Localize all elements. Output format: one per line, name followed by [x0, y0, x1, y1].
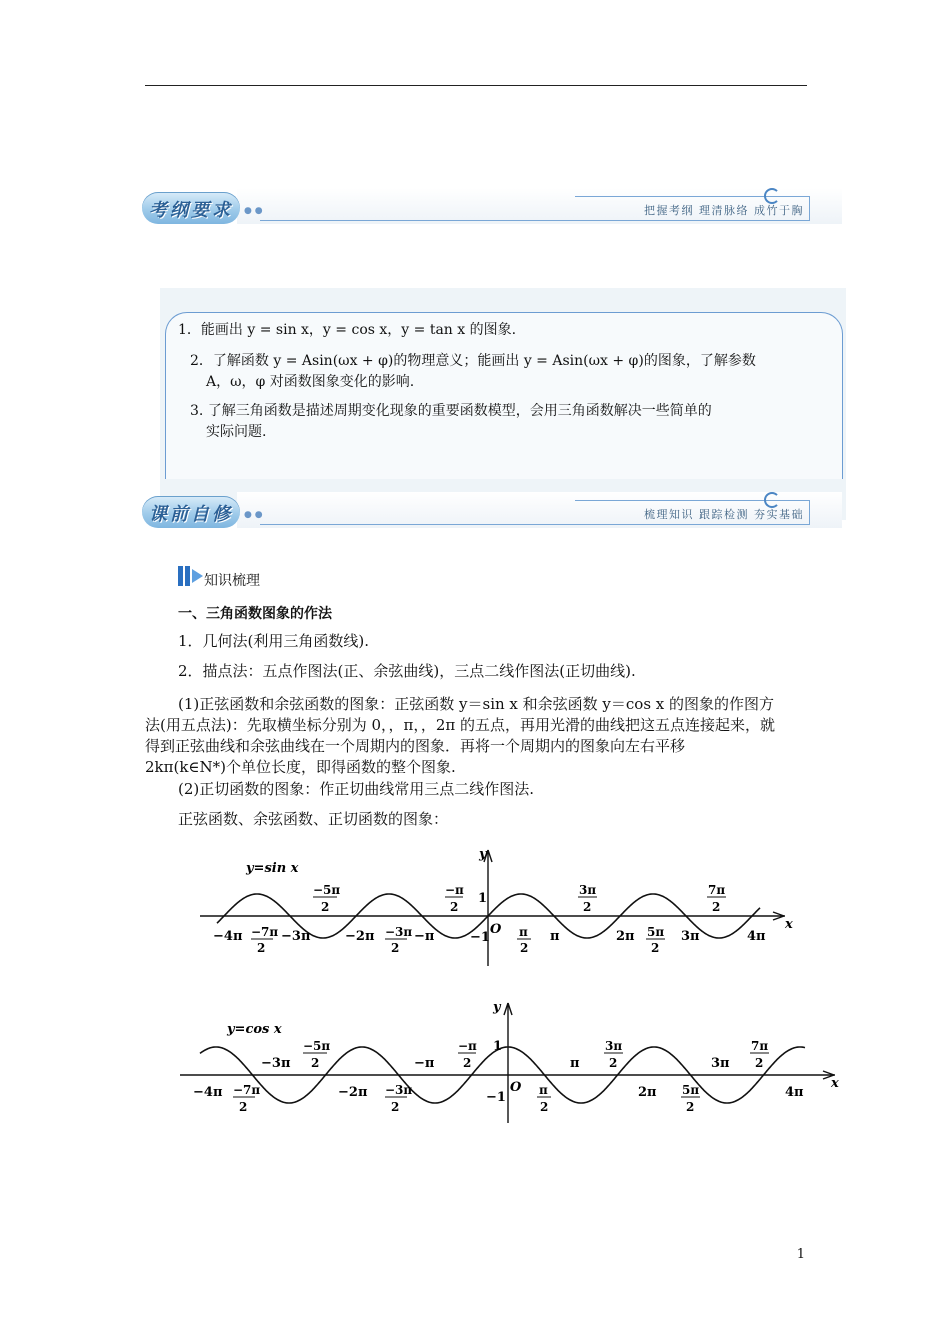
tick-label: −2π: [338, 1085, 368, 1100]
tick-label: π: [550, 929, 560, 944]
tick-label-fraction: [251, 925, 278, 955]
svg-text:5π: 5π: [647, 925, 665, 939]
svg-text:7π: 7π: [751, 1039, 769, 1053]
tick-label-fraction: [385, 925, 412, 955]
cosine-graph: [175, 995, 845, 1130]
tick-label-fraction: [707, 883, 726, 914]
svg-text:2: 2: [239, 1100, 248, 1114]
requirement-2: 2．了解函数 y = Asin(ωx + φ)的物理意义；能画出 y = Asin(ωx + φ)的图象，了解参数 A，ω，φ 对函数图象变化的影响.: [190, 353, 756, 390]
tick-label-fraction: [445, 883, 464, 914]
svg-text:2: 2: [712, 900, 721, 914]
requirement-3: 3. 了解三角函数是描述周期变化现象的重要函数模型，会用三角函数解决一些简单的 实际问题.: [190, 403, 712, 440]
svg-text:2: 2: [755, 1056, 764, 1070]
svg-text:2: 2: [520, 941, 529, 955]
svg-text:−7π: −7π: [233, 1083, 261, 1097]
svg-text:2: 2: [463, 1056, 472, 1070]
svg-text:2: 2: [391, 1100, 400, 1114]
section-banner-requirements: [142, 182, 842, 226]
tick-label-fraction: [517, 925, 531, 955]
svg-text:2: 2: [311, 1056, 320, 1070]
tick-label-fraction: [578, 883, 597, 914]
svg-text:−3π: −3π: [385, 925, 413, 939]
tick-label: −3π: [281, 929, 311, 944]
tick-label-fraction: [537, 1083, 551, 1114]
tick-label: 3π: [711, 1056, 730, 1071]
tick-label-fraction: [646, 925, 665, 955]
origin-label: O: [490, 922, 502, 937]
y-one-label: 1: [478, 891, 488, 906]
banner-badge: [142, 496, 240, 528]
svg-text:2: 2: [391, 941, 400, 955]
page-number: 1: [796, 1247, 805, 1262]
banner-title: 课前自修: [149, 504, 233, 525]
svg-text:5π: 5π: [682, 1083, 700, 1097]
tick-label: −π: [414, 1056, 435, 1071]
svg-text:2: 2: [583, 900, 592, 914]
tick-label: 4π: [785, 1085, 804, 1100]
y-one-label: 1: [493, 1039, 503, 1054]
svg-text:7π: 7π: [708, 883, 726, 897]
section-banner-preview: [142, 486, 842, 530]
tick-label: −π: [414, 929, 435, 944]
svg-text:−5π: −5π: [313, 883, 341, 897]
tick-label: −3π: [261, 1056, 291, 1071]
svg-text:2: 2: [540, 1100, 549, 1114]
banner-title: 考纲要求: [149, 200, 233, 221]
svg-text:π: π: [539, 1083, 548, 1097]
svg-text:2: 2: [321, 900, 330, 914]
sine-graph: [195, 840, 805, 970]
svg-text:π: π: [519, 925, 528, 939]
dots-icon: ● ●: [244, 206, 263, 216]
svg-text:−5π: −5π: [303, 1039, 331, 1053]
requirement-1: 1．能画出 y = sin x，y = cos x，y = tan x 的图象.: [178, 322, 517, 338]
section-label: 知识梳理: [204, 573, 260, 589]
tick-label-fraction: [385, 1083, 412, 1114]
y-neg-one-label: −1: [470, 930, 490, 945]
tick-label: 2π: [616, 929, 635, 944]
tick-label-fraction: [750, 1039, 769, 1070]
svg-text:2: 2: [257, 941, 266, 955]
tick-label: −4π: [193, 1085, 223, 1100]
paragraph-sine-cosine: (1)正弦函数和余弦函数的图象：正弦函数 y＝sin x 和余弦函数 y＝cos x 的图象的作图方 法(用五点法)：先取横坐标分别为 0，，π，，2π 的五点，再用光滑的曲线把这五点连接起来，就 得到正弦曲线和余弦曲线在一个周期内的图象．再将一个周期内的图象向左右平移 2kπ(k∈N*)个单位长度，即得函数的整个图象.: [145, 695, 776, 776]
item-geometric-method: 1．几何法(利用三角函数线).: [178, 632, 370, 650]
y-neg-one-label: −1: [486, 1090, 506, 1105]
graph-label: y=cos x: [227, 1022, 282, 1037]
tick-label-fraction: [233, 1083, 260, 1114]
svg-text:−π: −π: [458, 1039, 477, 1053]
banner-badge: [142, 192, 240, 224]
svg-text:−π: −π: [445, 883, 464, 897]
tick-label: −4π: [213, 929, 243, 944]
tick-label-fraction: [681, 1083, 700, 1114]
tick-label-fraction: [313, 883, 340, 914]
svg-text:2: 2: [686, 1100, 695, 1114]
graph-label: y=sin x: [246, 861, 299, 876]
tick-label: 4π: [747, 929, 766, 944]
tick-label: 2π: [638, 1085, 657, 1100]
svg-text:2: 2: [609, 1056, 618, 1070]
dots-icon: ● ●: [244, 510, 263, 520]
paragraph-tangent: (2)正切函数的图象：作正切曲线常用三点二线作图法.: [178, 780, 535, 798]
x-axis-label: x: [785, 917, 793, 932]
svg-text:3π: 3π: [579, 883, 597, 897]
svg-text:−7π: −7π: [251, 925, 279, 939]
svg-text:−3π: −3π: [385, 1083, 413, 1097]
tick-label-fraction: [604, 1039, 623, 1070]
x-axis-label: x: [831, 1076, 839, 1091]
heading-graph-methods: 一、三角函数图象的作法: [178, 606, 332, 622]
origin-label: O: [510, 1080, 522, 1095]
svg-text:2: 2: [651, 941, 660, 955]
tick-label-fraction: [303, 1039, 330, 1070]
tick-label: π: [570, 1056, 580, 1071]
banner-tags: 梳理知识 跟踪检测 夯实基础: [644, 508, 804, 521]
svg-text:2: 2: [450, 900, 459, 914]
top-rule: [145, 85, 807, 86]
item-point-plot-method: 2．描点法：五点作图法(正、余弦曲线)，三点二线作图法(正切曲线).: [178, 662, 636, 680]
paragraph-graphs-intro: 正弦函数、余弦函数、正切函数的图象：: [178, 810, 449, 828]
tick-label: −2π: [345, 929, 375, 944]
tick-label: 3π: [681, 929, 700, 944]
tick-label-fraction: [458, 1039, 477, 1070]
svg-text:3π: 3π: [605, 1039, 623, 1053]
tick-labels-above: [261, 1039, 769, 1071]
banner-tags: 把握考纲 理清脉络 成竹于胸: [644, 204, 804, 217]
y-axis-label: y: [479, 847, 487, 862]
y-axis-label: y: [493, 1000, 501, 1015]
